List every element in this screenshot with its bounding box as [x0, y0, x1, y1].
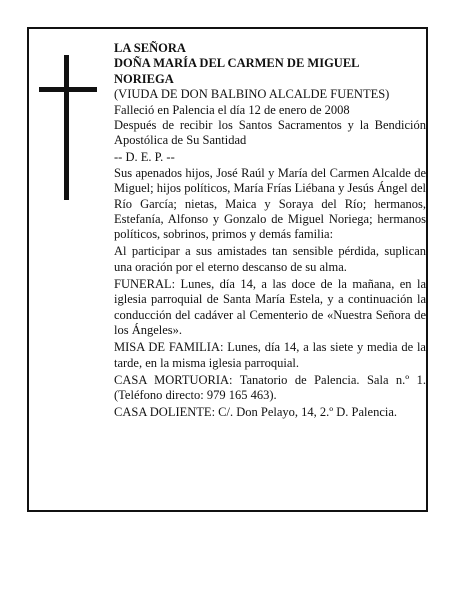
- family-mass-details: MISA DE FAMILIA: Lunes, día 14, a las siete y media de la tarde, en la misma iglesia parroquial.: [114, 340, 426, 370]
- sacraments-text: Después de recibir los Santos Sacramentos y la Bendición Apostólica de Su Santidad: [114, 118, 426, 148]
- cross-icon: [39, 55, 97, 200]
- prayer-request: Al participar a sus amistades tan sensible pérdida, suplican una oración por el eterno descanso de su alma.: [114, 244, 426, 274]
- deceased-name-line-1: DOÑA MARÍA DEL CARMEN DE MIGUEL: [114, 56, 360, 71]
- death-date: Falleció en Palencia el día 12 de enero de 2008: [114, 102, 350, 117]
- obituary-text: [114, 41, 426, 422]
- deceased-name-line-2: NORIEGA: [114, 71, 174, 86]
- funeral-details: FUNERAL: Lunes, día 14, a las doce de la mañana, en la iglesia parroquial de Santa María Estela, y a continuación la conducción del cadáver al Cementerio de «Nuestra Señora de los Ángeles».: [114, 276, 426, 338]
- widow-of: (VIUDA DE DON BALBINO ALCALDE FUENTES): [114, 87, 390, 102]
- rip-text: -- D. E. P. --: [114, 150, 175, 165]
- funeral-home-details: CASA MORTUORIA: Tanatorio de Palencia. Sala n.º 1. (Teléfono directo: 979 165 463).: [114, 372, 426, 402]
- mourning-house-details: CASA DOLIENTE: C/. Don Pelayo, 14, 2.º D. Palencia.: [114, 404, 398, 419]
- cross-vertical-bar: [64, 55, 69, 200]
- obituary-title: LA SEÑORA: [114, 41, 186, 55]
- family-list: Sus apenados hijos, José Raúl y María del Carmen Alcalde de Miguel; hijos políticos, María Frías Liébana y Jesús Ángel del Río García; nietas, Maica y Soraya del Río; hermanos, Estefanía, Alfonso y Gonzalo de Miguel Noriega; hermanos políticos, sobrinos, primos y demás familia:: [114, 165, 426, 242]
- obituary-notice: [27, 27, 428, 512]
- cross-horizontal-bar: [39, 87, 97, 92]
